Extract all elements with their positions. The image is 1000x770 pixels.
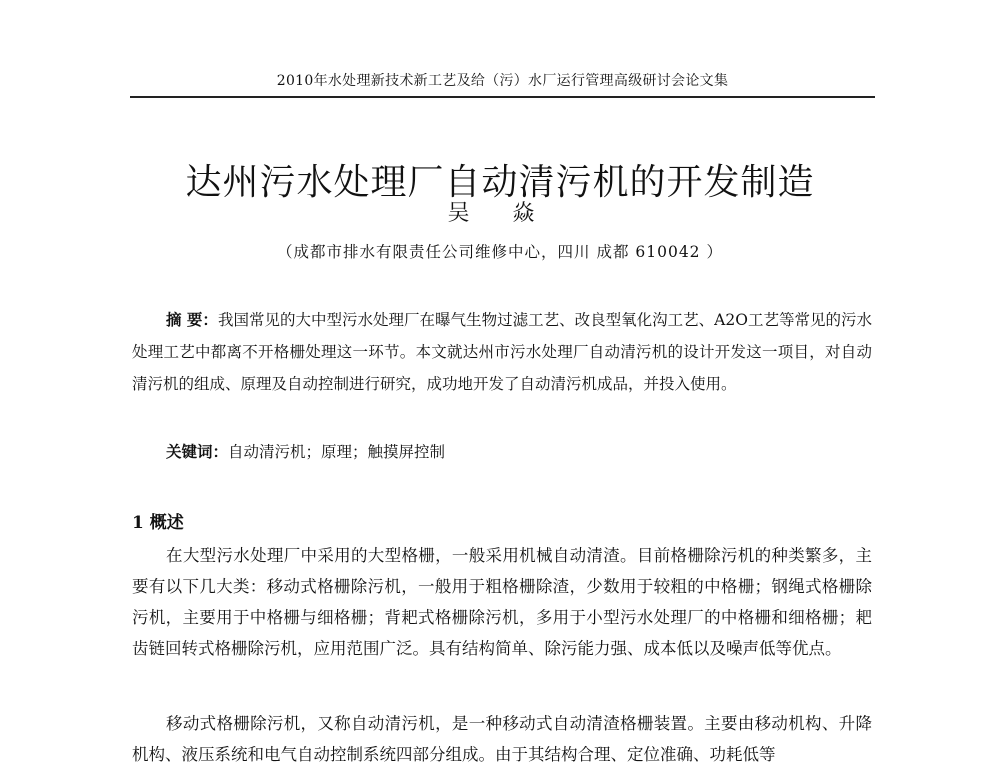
abstract: [132, 304, 872, 400]
abstract-label: 摘 要：: [166, 310, 218, 329]
abstract-text: 我国常见的大中型污水处理厂在曝气生物过滤工艺、改良型氧化沟工艺、A2O工艺等常见的污水处理工艺中都离不开格栅处理这一环节。本文就达州市污水处理厂自动清污机的设计开发这一项目，对自动清污机的组成、原理及自动控制进行研究，成功地开发了自动清污机成品，并投入使用。: [132, 311, 873, 393]
author-name: 吴 焱: [447, 201, 553, 226]
author-affiliation: （成都市排水有限责任公司维修中心，四川 成都 610042 ）: [277, 243, 723, 261]
running-head: 2010年水处理新技术新工艺及给（污）水厂运行管理高级研讨会论文集: [276, 73, 729, 89]
body-paragraph: 移动式格栅除污机，又称自动清污机，是一种移动式自动清渣格栅装置。主要由移动机构、升降机构、液压系统和电气自动控制系统四部分组成。由于其结构合理、定位准确、功耗低等: [132, 714, 872, 764]
header-rule: [130, 96, 875, 98]
keywords-text: 自动清污机；原理；触摸屏控制: [228, 443, 446, 461]
section-heading: 1 概述: [132, 513, 184, 533]
keywords-label: 关键词：: [166, 442, 229, 461]
paper-title: 达州污水处理厂自动清污机的开发制造: [185, 162, 815, 204]
body-paragraph: 在大型污水处理厂中采用的大型格栅，一般采用机械自动清渣。目前格栅除污机的种类繁多，主要有以下几大类：移动式格栅除污机，一般用于粗格栅除渣，少数用于较粗的中格栅；钢绳式格栅除污机，主要用于中格栅与细格栅；背耙式格栅除污机，多用于小型污水处理厂的中格栅和细格栅；耙齿链回转式格栅除污机，应用范围广泛。具有结构简单、除污能力强、成本低以及噪声低等优点。: [132, 546, 872, 658]
keywords: [166, 440, 866, 462]
